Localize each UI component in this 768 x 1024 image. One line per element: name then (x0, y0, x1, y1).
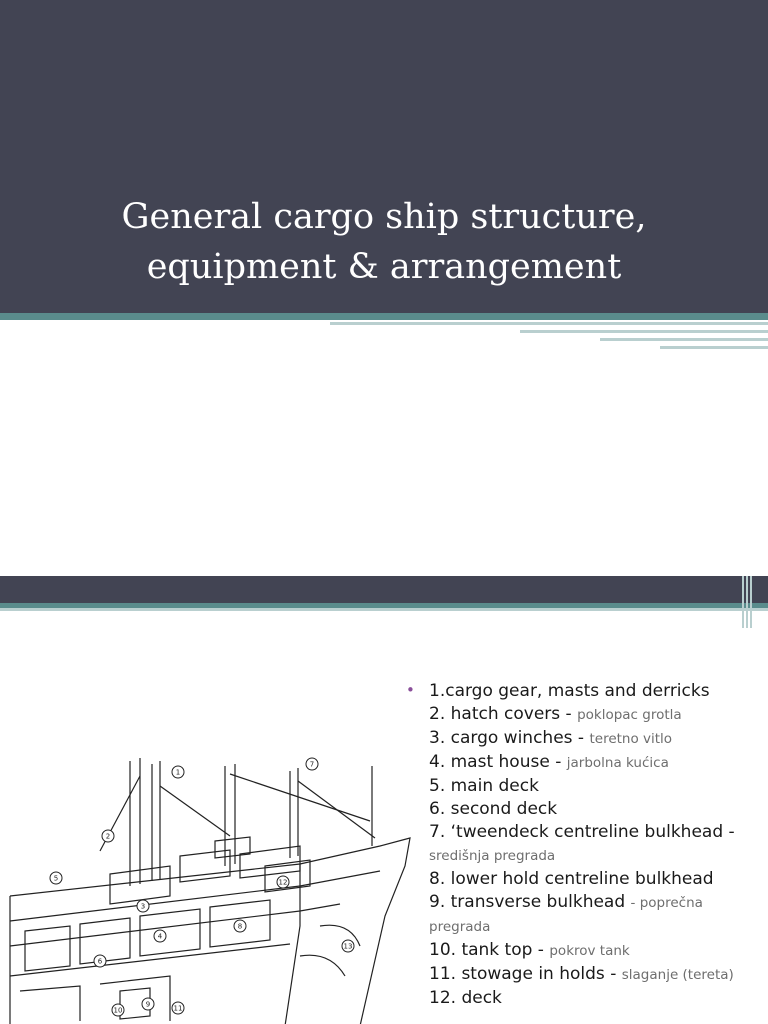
item-translation: slaganje (tereta) (621, 967, 734, 983)
svg-text:11: 11 (173, 1004, 183, 1013)
slide-title (20, 192, 748, 292)
stripe-light-2 (520, 330, 768, 333)
list-item (406, 751, 766, 775)
title-line-1: General cargo ship structure, (121, 197, 647, 237)
item-text: 5. main deck (429, 776, 539, 796)
item-text: 8. lower hold centreline bulkhead (429, 869, 714, 889)
ship-cutaway-illustration (0, 746, 420, 1024)
list-item (406, 987, 766, 1010)
title-line-2: equipment & arrangement (146, 247, 622, 287)
item-translation: pokrov tank (549, 943, 630, 959)
item-text: 11. stowage in holds - (429, 964, 622, 984)
item-text: 7. ‘tweendeck centreline bulkhead - (429, 822, 735, 842)
item-translation: jarbolna kućica (566, 755, 669, 771)
svg-text:5: 5 (53, 874, 59, 883)
item-translation: teretno vitlo (589, 731, 673, 747)
list-item (406, 727, 766, 751)
slide-gap (0, 568, 768, 576)
callout-1 (172, 766, 184, 778)
header-band (0, 576, 768, 603)
svg-text:3: 3 (140, 902, 146, 911)
stripe-light-3 (600, 338, 768, 341)
callout-10 (112, 1004, 124, 1016)
item-text: 12. deck (429, 988, 502, 1008)
svg-text:9: 9 (145, 1000, 151, 1009)
item-translation: središnja pregrada (429, 848, 556, 864)
stripe-light-4 (660, 346, 768, 349)
list-item (406, 891, 766, 939)
svg-text:13: 13 (343, 942, 353, 951)
callout-9 (142, 998, 154, 1010)
list-item (406, 775, 766, 798)
callout-8 (234, 920, 246, 932)
item-text: 9. transverse bulkhead (429, 892, 631, 912)
list-item (406, 798, 766, 821)
svg-text:10: 10 (113, 1006, 123, 1015)
item-text: 3. cargo winches - (429, 728, 590, 748)
bullet-icon: • (406, 681, 415, 699)
content-slide (0, 576, 768, 1024)
list-item (406, 868, 766, 891)
item-text: 2. hatch covers - (429, 704, 578, 724)
list-item (406, 703, 766, 727)
svg-text:6: 6 (97, 957, 103, 966)
item-text: 6. second deck (429, 799, 558, 819)
callout-2 (102, 830, 114, 842)
list-item (406, 963, 766, 987)
ship-parts-list (406, 680, 766, 1010)
callout-6 (94, 955, 106, 967)
svg-text:7: 7 (309, 760, 315, 769)
list-item (406, 939, 766, 963)
callout-4 (154, 930, 166, 942)
stripe-light-1 (330, 322, 768, 325)
callout-5 (50, 872, 62, 884)
callout-7 (306, 758, 318, 770)
callout-12 (277, 876, 289, 888)
item-text: 10. tank top - (429, 940, 550, 960)
header-stripe-light (0, 608, 768, 611)
header-vertical-bars (742, 576, 754, 628)
svg-text:2: 2 (105, 832, 111, 841)
item-translation: - poprečna pregrada (429, 895, 703, 935)
svg-text:8: 8 (237, 922, 243, 931)
item-text: 4. mast house - (429, 752, 567, 772)
callout-3 (137, 900, 149, 912)
svg-text:12: 12 (278, 878, 288, 887)
item-translation: poklopac grotla (577, 707, 682, 723)
item-text: 1.cargo gear, masts and derricks (429, 681, 710, 701)
svg-text:1: 1 (175, 768, 181, 777)
svg-text:4: 4 (157, 932, 163, 941)
callout-11 (172, 1002, 184, 1014)
callout-13 (342, 940, 354, 952)
list-item (406, 821, 766, 868)
list-item (406, 680, 766, 703)
stripe-teal (0, 313, 768, 320)
